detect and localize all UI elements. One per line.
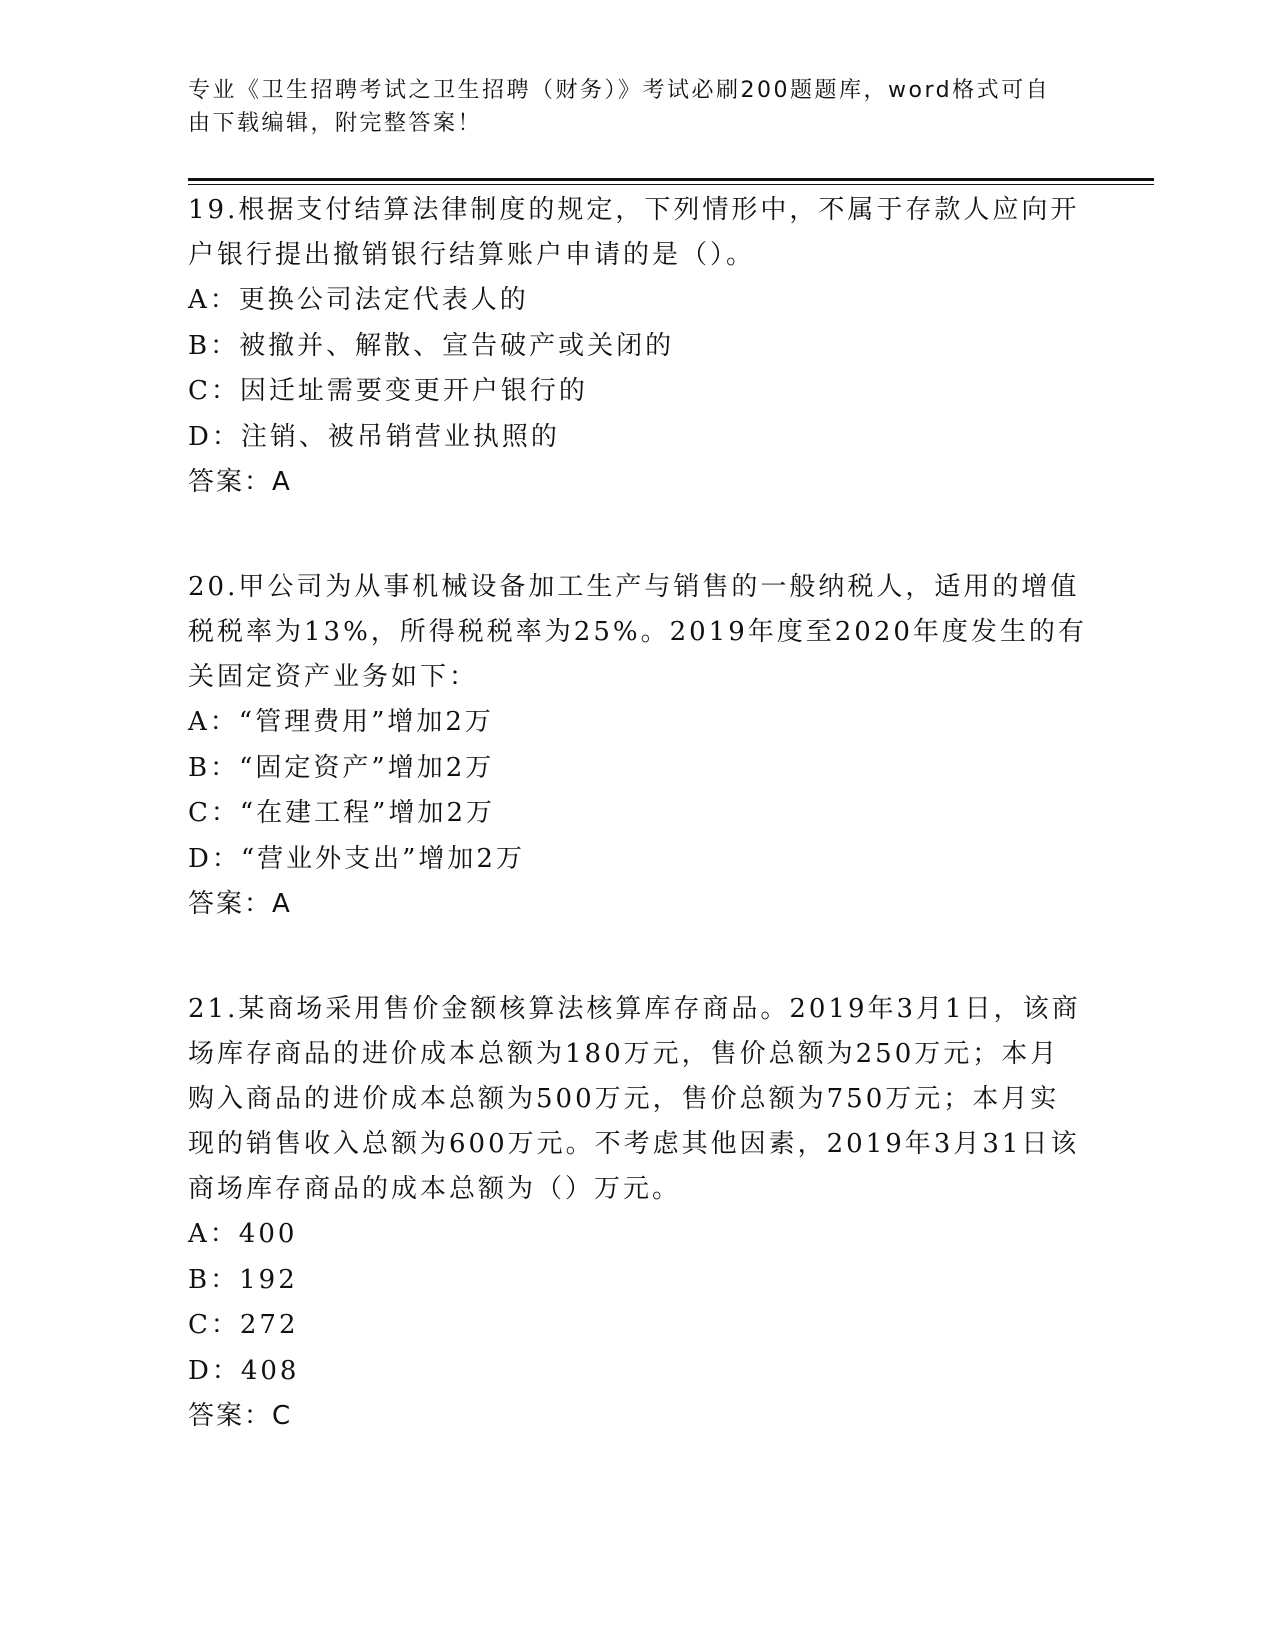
option-d: D：“营业外支出”增加2万 [188, 843, 525, 874]
option-c: C：因迁址需要变更开户银行的 [188, 376, 588, 406]
option-d: D：408 [188, 1355, 300, 1386]
question-stem: 20.甲公司为从事机械设备加工生产与销售的一般纳税人，适用的增值税税率为13%，所得税税率为25%。2019年度至2020年度发生的有关固定资产业务如下： [188, 572, 1087, 692]
option-a: A：“管理费用”增加2万 [188, 707, 494, 737]
question-19 [188, 188, 1088, 505]
option-a: A：更换公司法定代表人的 [188, 285, 529, 315]
question-spacer [188, 927, 1088, 987]
question-stem: 19.根据支付结算法律制度的规定，下列情形中，不属于存款人应向开户银行提出撤销银行结算账户申请的是（）。 [188, 195, 1080, 270]
answer-line: 答案：C [188, 1401, 293, 1431]
option-b: B：“固定资产”增加2万 [188, 752, 495, 783]
option-d: D：注销、被吊销营业执照的 [188, 421, 560, 452]
question-21 [188, 987, 1088, 1439]
option-c: C：“在建工程”增加2万 [188, 798, 496, 828]
header-divider-thick [188, 178, 1154, 181]
option-a: A：400 [188, 1219, 298, 1249]
option-c: C：272 [188, 1310, 299, 1340]
option-b: B：192 [188, 1264, 298, 1295]
question-20 [188, 565, 1088, 927]
option-b: B：被撤并、解散、宣告破产或关闭的 [188, 330, 675, 361]
answer-line: 答案：A [188, 889, 292, 919]
question-stem: 21.某商场采用售价金额核算法核算库存商品。2019年3月1日，该商场库存商品的进价成本总额为180万元，售价总额为250万元；本月购入商品的进价成本总额为500万元，售价总额为750万元；本月实现的销售收入总额为600万元。不考虑其他因素，2019年3月31日该商场库存商品的成本总额为（）万元。 [188, 994, 1081, 1204]
answer-line: 答案：A [188, 467, 292, 497]
question-list [188, 188, 1088, 1439]
question-spacer [188, 505, 1088, 565]
document-header: 专业《卫生招聘考试之卫生招聘（财务）》考试必刷200题题库，word格式可自由下载编辑，附完整答案！ [188, 78, 1051, 136]
header-divider-thin [188, 184, 1154, 185]
